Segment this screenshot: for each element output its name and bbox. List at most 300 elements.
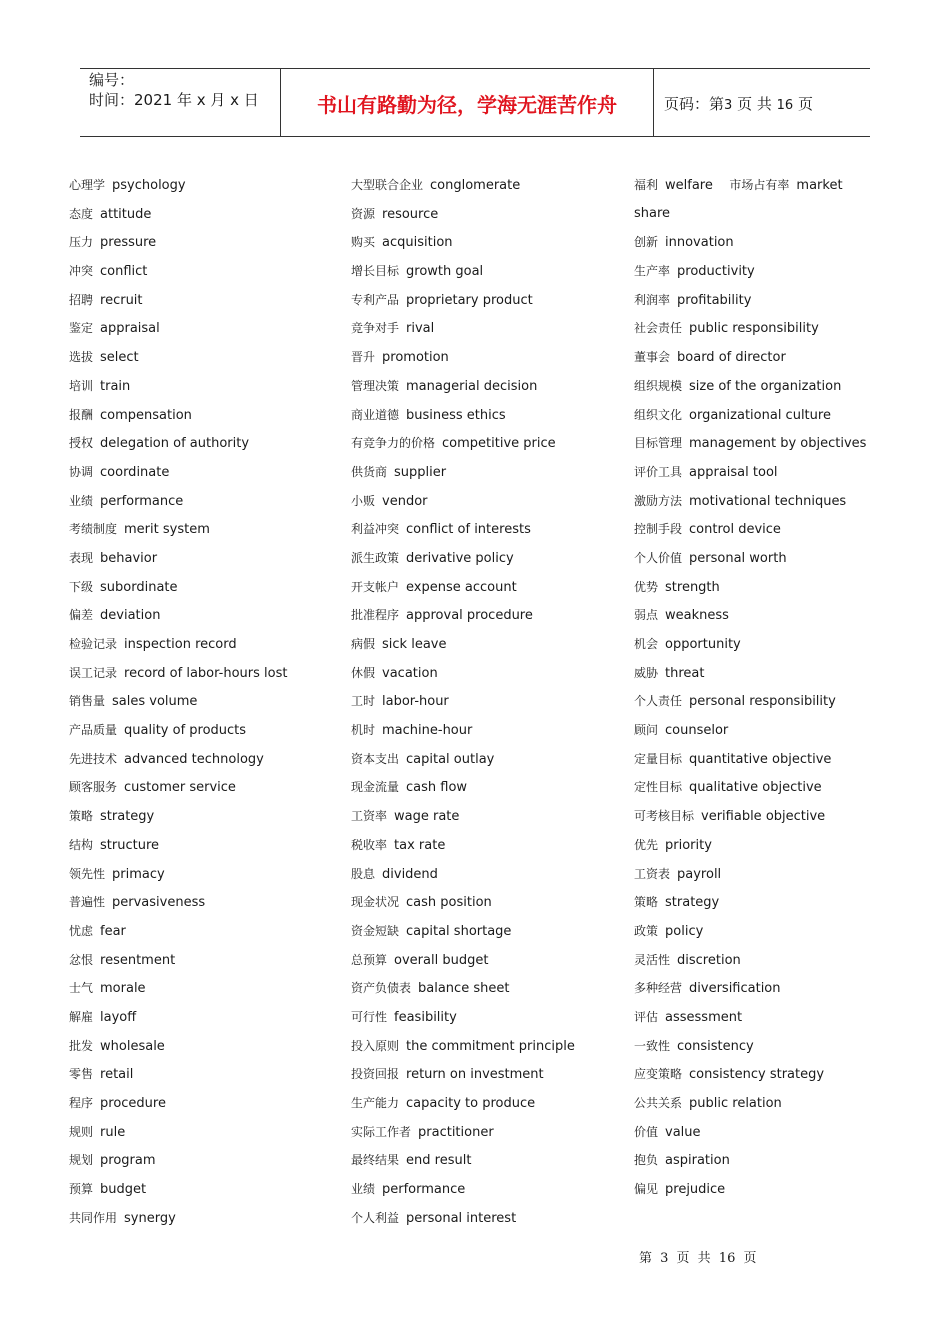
glossary-entry [634, 917, 874, 946]
term-english: labor-hour [382, 694, 449, 710]
glossary-entry [634, 1032, 874, 1061]
term-english: share [634, 205, 671, 221]
glossary-entry [634, 974, 874, 1003]
term-chinese: 可考核目标 [634, 809, 695, 824]
term-english: merit system [124, 522, 210, 538]
glossary-entry [634, 458, 874, 487]
term-english: diversification [689, 981, 781, 997]
term-chinese: 领先性 [69, 866, 106, 881]
term-chinese: 购买 [351, 235, 376, 250]
term-chinese: 程序 [69, 1096, 94, 1110]
term-chinese: 政策 [634, 923, 659, 938]
term-english: board of director [677, 350, 786, 366]
glossary-entry [351, 200, 621, 229]
term-english: behavior [100, 550, 158, 566]
term-english: layoff [100, 1009, 137, 1025]
page-total: 16 [776, 98, 794, 113]
term-english: wage rate [394, 809, 460, 825]
glossary-entry [351, 659, 621, 688]
term-chinese: 报酬 [69, 407, 94, 422]
term-chinese: 一致性 [634, 1038, 671, 1053]
term-english: sick leave [382, 637, 447, 652]
term-chinese: 灵活性 [634, 952, 671, 967]
term-english: capacity to produce [406, 1096, 536, 1111]
glossary-column-1 [69, 171, 339, 1232]
glossary-entry [69, 1118, 339, 1147]
term-chinese: 应变策略 [634, 1067, 683, 1082]
term-english: derivative policy [406, 550, 514, 566]
term-english: record of labor-hours lost [124, 665, 288, 681]
term-english: quantitative objective [689, 751, 832, 767]
header-motto-cell [281, 69, 654, 136]
term-english: supplier [394, 464, 447, 480]
glossary-entry [351, 831, 621, 860]
term-chinese: 开支帐户 [351, 579, 400, 594]
glossary-entry [351, 228, 621, 257]
term-chinese: 批准程序 [351, 608, 400, 623]
term-chinese: 目标管理 [634, 436, 683, 451]
glossary-entry [69, 601, 339, 630]
term-chinese: 先进技术 [69, 751, 118, 766]
glossary-entry [351, 860, 621, 889]
term-chinese: 零售 [69, 1067, 94, 1082]
glossary-entry [634, 745, 874, 774]
term-chinese: 产品质量 [69, 723, 118, 738]
glossary-entry [69, 314, 339, 343]
term-english: strength [665, 579, 720, 595]
glossary-entry [69, 573, 339, 602]
term-english: select [100, 350, 139, 366]
term-chinese: 休假 [351, 665, 376, 680]
term-chinese: 预算 [69, 1182, 94, 1197]
term-english: program [100, 1153, 156, 1169]
page-mid: 页 共 [737, 95, 772, 113]
glossary-entry [69, 773, 339, 802]
term-chinese: 态度 [69, 206, 94, 221]
term-chinese: 个人价值 [634, 550, 683, 565]
term-english: pressure [100, 235, 157, 251]
term-english: vendor [382, 493, 428, 509]
term-chinese: 商业道德 [351, 407, 400, 422]
term-chinese: 专利产品 [351, 292, 400, 307]
term-english: overall budget [394, 952, 489, 968]
glossary-entry [351, 429, 621, 458]
glossary-entry [351, 458, 621, 487]
term-english: procedure [100, 1096, 166, 1111]
term-chinese: 压力 [69, 235, 94, 250]
glossary-entry [351, 544, 621, 573]
glossary-entry [634, 429, 874, 458]
term-english: personal interest [406, 1210, 517, 1226]
glossary-entry [351, 773, 621, 802]
term-chinese: 晋升 [351, 350, 376, 365]
term-english: cash flow [406, 780, 468, 796]
glossary-entry [351, 343, 621, 372]
glossary-entry [351, 286, 621, 315]
term-english: management by objectives [689, 436, 867, 452]
term-english: growth goal [406, 264, 484, 280]
term-chinese: 顾客服务 [69, 780, 118, 795]
term-english: threat [665, 665, 705, 681]
glossary-entry [351, 1089, 621, 1118]
term-english: performance [100, 493, 184, 509]
term-english: organizational culture [689, 407, 831, 423]
glossary-entry [634, 372, 874, 401]
term-english: competitive price [442, 436, 556, 452]
glossary-entry [351, 1175, 621, 1204]
term-english: managerial decision [406, 378, 538, 394]
term-english: advanced technology [124, 751, 264, 767]
term-chinese: 业绩 [69, 493, 94, 508]
header-page-cell [654, 69, 870, 136]
term-english: counselor [665, 723, 729, 739]
term-chinese: 机会 [634, 637, 659, 651]
glossary-entry [69, 1060, 339, 1089]
term-english: consistency [677, 1038, 754, 1054]
term-english: welfare [665, 178, 713, 193]
term-chinese: 现金状况 [351, 895, 400, 910]
term-chinese: 多种经营 [634, 981, 683, 996]
term-chinese: 批发 [69, 1038, 94, 1053]
term-chinese: 控制手段 [634, 522, 683, 537]
term-english: value [665, 1124, 701, 1140]
term-english: payroll [677, 866, 722, 882]
term-chinese: 价值 [634, 1124, 659, 1139]
glossary-entry [69, 687, 339, 716]
glossary-entry [351, 573, 621, 602]
term-chinese: 公共关系 [634, 1096, 683, 1110]
glossary-entry [69, 745, 339, 774]
glossary-entry [634, 860, 874, 889]
glossary-entry [634, 544, 874, 573]
term-chinese: 有竞争力的价格 [351, 436, 436, 451]
term-english: market [796, 178, 843, 193]
term-chinese: 可行性 [351, 1009, 388, 1024]
page-prefix: 页码：第 [664, 95, 725, 113]
term-chinese: 优势 [634, 579, 659, 594]
glossary-entry [351, 601, 621, 630]
term-english: consistency strategy [689, 1067, 825, 1083]
term-chinese: 优先 [634, 837, 659, 852]
term-chinese: 忿恨 [69, 952, 94, 967]
term-chinese: 资产负债表 [351, 981, 412, 996]
glossary-entry [634, 343, 874, 372]
glossary-entry [69, 515, 339, 544]
glossary-entry [69, 946, 339, 975]
glossary-entry [351, 802, 621, 831]
term-chinese: 股息 [351, 866, 376, 881]
term-chinese: 投资回报 [351, 1067, 400, 1082]
term-english: productivity [677, 264, 755, 280]
term-chinese: 增长目标 [351, 264, 400, 279]
term-english: public relation [689, 1096, 782, 1111]
term-english: morale [100, 981, 146, 997]
document-time-label: 时间：2021 年 x 月 x 日 [89, 91, 259, 109]
term-english: performance [382, 1182, 466, 1198]
term-chinese: 总预算 [351, 952, 388, 967]
glossary-entry [351, 946, 621, 975]
term-english: rival [406, 321, 435, 337]
term-chinese: 抱负 [634, 1153, 659, 1168]
glossary-entry [634, 314, 874, 343]
document-header [80, 68, 870, 137]
term-english: deviation [100, 608, 161, 624]
term-chinese: 选拔 [69, 350, 94, 365]
term-english: approval procedure [406, 608, 533, 624]
term-chinese: 资本支出 [351, 751, 400, 766]
term-english: acquisition [382, 235, 453, 251]
term-chinese: 误工记录 [69, 665, 118, 680]
term-chinese: 心理学 [69, 178, 106, 192]
term-chinese: 评估 [634, 1009, 659, 1024]
glossary-entry [351, 372, 621, 401]
glossary-entry [634, 831, 874, 860]
term-chinese: 董事会 [634, 350, 671, 365]
term-chinese: 检验记录 [69, 637, 118, 651]
term-chinese: 竞争对手 [351, 321, 400, 336]
glossary-entry [634, 802, 874, 831]
glossary-entry [351, 314, 621, 343]
term-english: personal responsibility [689, 694, 836, 710]
glossary-entry [351, 257, 621, 286]
term-english: cash position [406, 895, 492, 911]
term-chinese: 销售量 [69, 694, 106, 709]
glossary-entry [69, 257, 339, 286]
term-english: innovation [665, 235, 734, 251]
glossary-entry [634, 228, 874, 257]
term-english: capital outlay [406, 751, 495, 767]
glossary-entry [634, 773, 874, 802]
glossary-entry [351, 1118, 621, 1147]
term-english: dividend [382, 866, 438, 882]
term-chinese: 组织规模 [634, 378, 683, 393]
glossary-entry [69, 286, 339, 315]
glossary-entry [351, 171, 621, 200]
glossary-entry [351, 515, 621, 544]
term-english: discretion [677, 952, 741, 968]
term-chinese: 个人利益 [351, 1210, 400, 1225]
term-chinese: 策略 [69, 809, 94, 824]
term-chinese: 偏差 [69, 608, 94, 623]
term-english: machine-hour [382, 723, 473, 739]
glossary-entry [351, 1146, 621, 1175]
glossary-entry [634, 257, 874, 286]
term-english: subordinate [100, 579, 178, 595]
term-chinese: 工时 [351, 694, 376, 709]
glossary-entry [634, 630, 874, 659]
term-chinese: 顾问 [634, 723, 659, 738]
term-chinese: 授权 [69, 436, 94, 451]
term-chinese: 冲突 [69, 264, 94, 279]
term-english: coordinate [100, 464, 170, 480]
document-number-label: 编号： [89, 71, 135, 89]
term-chinese: 业绩 [351, 1182, 376, 1197]
glossary-entry [634, 1060, 874, 1089]
term-english: synergy [124, 1210, 176, 1226]
term-chinese: 培训 [69, 378, 94, 393]
term-english: tax rate [394, 837, 446, 853]
term-chinese: 利润率 [634, 292, 671, 307]
term-english: aspiration [665, 1153, 730, 1169]
glossary-entry [351, 974, 621, 1003]
glossary-entry [634, 401, 874, 430]
glossary-entry [69, 200, 339, 229]
term-english: assessment [665, 1009, 743, 1025]
term-chinese: 士气 [69, 981, 94, 996]
glossary-entry [69, 974, 339, 1003]
term-english: wholesale [100, 1038, 165, 1054]
term-chinese: 资源 [351, 206, 376, 221]
term-chinese: 福利 [634, 178, 659, 192]
term-chinese: 个人责任 [634, 694, 683, 709]
glossary-entry [69, 831, 339, 860]
term-english: budget [100, 1182, 147, 1198]
term-english: end result [406, 1153, 472, 1169]
glossary-entry [69, 487, 339, 516]
glossary-entry [634, 659, 874, 688]
glossary-entry [634, 286, 874, 315]
term-chinese: 协调 [69, 464, 94, 479]
term-chinese: 组织文化 [634, 407, 683, 422]
glossary-entry [69, 716, 339, 745]
term-english: balance sheet [418, 981, 510, 997]
term-english: weakness [665, 608, 729, 624]
term-chinese: 小贩 [351, 493, 376, 508]
term-chinese: 策略 [634, 895, 659, 910]
term-english: conflict of interests [406, 522, 531, 538]
term-english: psychology [112, 178, 186, 193]
term-chinese: 病假 [351, 637, 376, 651]
term-english: expense account [406, 579, 517, 595]
glossary-entry [351, 1204, 621, 1233]
glossary-entry [69, 917, 339, 946]
term-chinese: 社会责任 [634, 321, 683, 336]
term-chinese: 管理决策 [351, 378, 400, 393]
glossary-entry [634, 487, 874, 516]
term-english: capital shortage [406, 923, 512, 939]
glossary-entry [351, 888, 621, 917]
term-english: qualitative objective [689, 780, 822, 796]
term-chinese: 评价工具 [634, 464, 683, 479]
term-english: promotion [382, 350, 449, 366]
glossary-entry [351, 1060, 621, 1089]
glossary-entry [634, 1175, 874, 1204]
glossary-column-3 [634, 171, 874, 1204]
glossary-entry [69, 429, 339, 458]
glossary-entry [634, 1089, 874, 1118]
term-chinese: 下级 [69, 579, 94, 594]
glossary-entry [351, 745, 621, 774]
glossary-entry [634, 687, 874, 716]
glossary-entry [69, 544, 339, 573]
term-english: delegation of authority [100, 436, 250, 452]
term-english: appraisal [100, 321, 160, 337]
glossary-entry [351, 630, 621, 659]
glossary-entry [69, 802, 339, 831]
term-chinese: 机时 [351, 723, 376, 738]
term-chinese: 招聘 [69, 292, 94, 307]
glossary-entry [69, 401, 339, 430]
glossary-entry [634, 171, 874, 200]
term-english: proprietary product [406, 292, 533, 308]
term-chinese: 偏见 [634, 1182, 659, 1197]
glossary-entry [69, 343, 339, 372]
term-english: profitability [677, 292, 752, 308]
term-english: rule [100, 1124, 126, 1140]
glossary-column-2 [351, 171, 621, 1232]
term-chinese: 考绩制度 [69, 522, 118, 537]
term-chinese: 普遍性 [69, 895, 106, 910]
term-english: retail [100, 1067, 134, 1083]
term-chinese: 弱点 [634, 608, 659, 623]
header-meta-cell [80, 69, 281, 136]
term-english: inspection record [124, 637, 237, 652]
term-english: attitude [100, 206, 152, 222]
term-chinese: 大型联合企业 [351, 178, 424, 192]
term-english: quality of products [124, 723, 247, 739]
term-english: recruit [100, 292, 143, 308]
header-page-info [664, 95, 813, 115]
glossary-entry [351, 716, 621, 745]
glossary-entry [69, 228, 339, 257]
glossary-entry [69, 630, 339, 659]
term-chinese: 结构 [69, 837, 94, 852]
term-chinese: 生产能力 [351, 1096, 400, 1110]
term-english: appraisal tool [689, 464, 778, 480]
term-chinese: 市场占有率 [729, 178, 790, 192]
term-chinese: 工资率 [351, 809, 388, 824]
term-english: business ethics [406, 407, 506, 423]
glossary-entry [69, 458, 339, 487]
term-english: strategy [665, 895, 720, 911]
header-motto: 书山有路勤为径，学海无涯苦作舟 [317, 93, 617, 117]
term-chinese: 税收率 [351, 837, 388, 852]
glossary-entry [69, 372, 339, 401]
term-chinese: 利益冲突 [351, 522, 400, 537]
term-english: opportunity [665, 637, 741, 652]
glossary-entry [69, 1003, 339, 1032]
glossary-entry [351, 487, 621, 516]
glossary-entry [351, 1003, 621, 1032]
glossary-entry [351, 917, 621, 946]
term-english: resource [382, 206, 439, 222]
term-chinese: 资金短缺 [351, 923, 400, 938]
term-chinese: 派生政策 [351, 550, 400, 565]
term-english: fear [100, 923, 126, 939]
glossary-entry [634, 601, 874, 630]
term-english: return on investment [406, 1067, 544, 1083]
term-english: feasibility [394, 1009, 457, 1025]
glossary-entry [69, 1146, 339, 1175]
term-english: control device [689, 522, 781, 538]
term-english: practitioner [418, 1124, 494, 1140]
term-english: vacation [382, 665, 438, 681]
term-english: public responsibility [689, 321, 819, 337]
term-english: compensation [100, 407, 192, 423]
term-chinese: 工资表 [634, 866, 671, 881]
page-footer: 第 3 页 共 16 页 [639, 1251, 757, 1266]
term-english: size of the organization [689, 378, 842, 394]
glossary-entry [634, 573, 874, 602]
term-english: primacy [112, 866, 165, 882]
term-english: personal worth [689, 550, 787, 566]
glossary-entry [634, 946, 874, 975]
term-chinese: 鉴定 [69, 321, 94, 336]
glossary-entry [69, 659, 339, 688]
term-english: conflict [100, 264, 148, 280]
glossary-entry [69, 1089, 339, 1118]
glossary-entry [69, 1204, 339, 1233]
